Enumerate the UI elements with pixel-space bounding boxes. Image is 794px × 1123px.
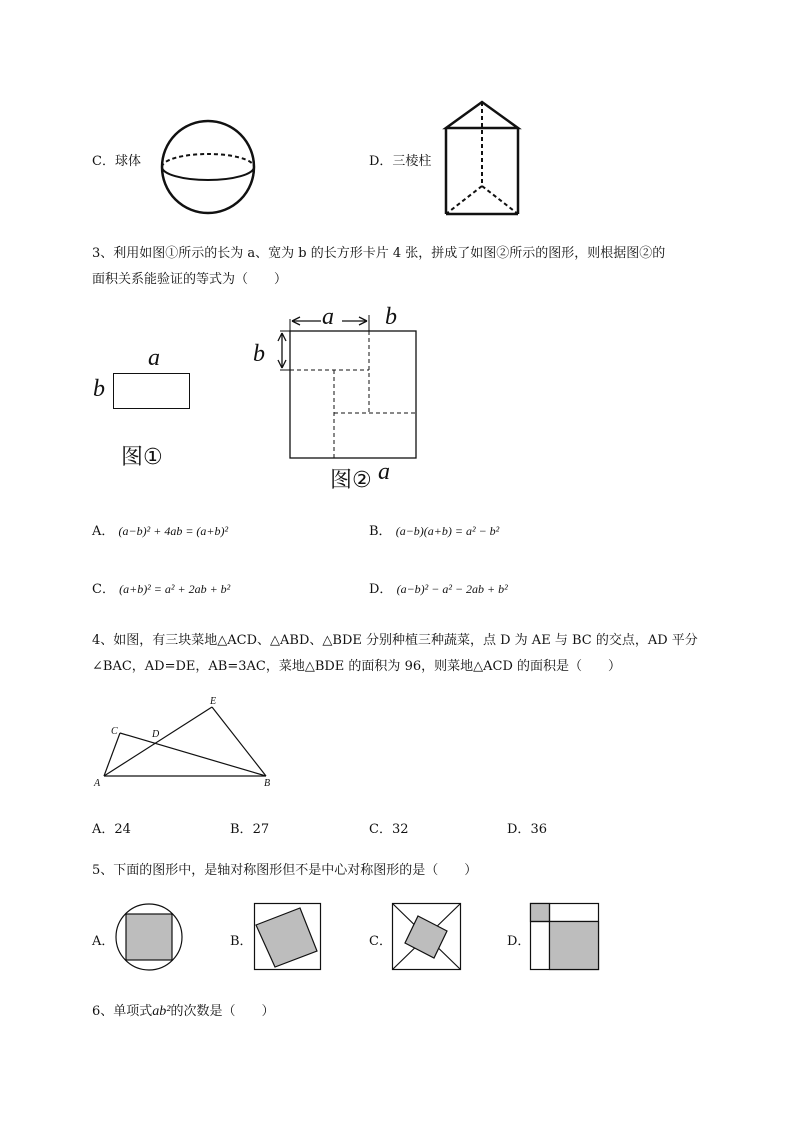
- q4-point-e: E: [210, 696, 217, 707]
- q3-option-b-key: B．: [369, 524, 392, 539]
- fig2-square-diagram: [270, 305, 430, 470]
- sphere-figure: [160, 120, 260, 220]
- fig1-caption: 图①: [121, 445, 163, 470]
- q4-option-a[interactable]: [92, 818, 131, 837]
- q4-option-c-value: 32: [391, 822, 409, 837]
- q4-option-b[interactable]: [230, 818, 269, 837]
- q3-option-a[interactable]: [92, 520, 228, 539]
- q3-option-d-expr: (a−b)² − a² − 2ab + b²: [396, 582, 508, 596]
- q4-option-d-value: 36: [530, 822, 547, 837]
- fig1-rectangle: [113, 373, 190, 409]
- q4-stem-line1: 4、如图，有三块菜地△ACD、△ABD、△BDE 分别种植三种蔬菜，点 D 为 AE 与 BC 的交点，AD 平分: [92, 633, 698, 648]
- q5-figure-c-diagonal-square: [392, 903, 462, 971]
- q6-stem: [92, 1000, 275, 1020]
- fig2-caption: 图②: [330, 468, 372, 493]
- q4-option-c[interactable]: [369, 818, 409, 837]
- q4-point-d: D: [152, 729, 160, 740]
- q6-prefix: 6、单项式: [92, 1004, 153, 1019]
- q2-option-c-label: C．球体: [92, 154, 141, 169]
- q3-option-c[interactable]: [92, 578, 230, 597]
- q4-option-d[interactable]: [507, 818, 547, 837]
- q3-stem-line1: 3、利用如图①所示的长为 a、宽为 b 的长方形卡片 4 张，拼成了如图②所示的图形，则根据图②的: [92, 246, 666, 261]
- q5-option-a-key[interactable]: A．: [92, 934, 115, 949]
- triangular-prism-figure: [440, 100, 530, 220]
- q3-option-a-key: A．: [92, 524, 115, 539]
- fig2-label-b-left: b: [253, 341, 265, 367]
- q4-stem-line2: ∠BAC，AD=DE，AB=3AC，菜地△BDE 的面积为 96，则菜地△ACD 的面积是（ ）: [92, 659, 621, 674]
- q5-option-b-key[interactable]: B．: [230, 934, 253, 949]
- q3-option-c-expr: (a+b)² = a² + 2ab + b²: [119, 582, 231, 596]
- q4-option-b-value: 27: [252, 822, 270, 837]
- q3-option-a-expr: (a−b)² + 4ab = (a+b)²: [118, 524, 229, 538]
- q6-suffix: 的次数是（ ）: [170, 1004, 275, 1019]
- fig1-label-b: b: [93, 376, 105, 402]
- q3-option-d[interactable]: [369, 578, 508, 597]
- q5-figure-a-circle-square: [114, 902, 184, 972]
- q3-option-b[interactable]: [369, 520, 499, 539]
- q4-option-a-key: A．: [92, 822, 115, 837]
- q2-option-d-label: D．三棱柱: [369, 154, 432, 169]
- q4-option-b-key: B．: [230, 822, 253, 837]
- fig2-label-a-bottom: a: [378, 459, 390, 485]
- q5-option-d-key[interactable]: D．: [507, 934, 531, 949]
- q3-option-c-key: C．: [92, 582, 115, 597]
- q3-option-d-key: D．: [369, 582, 393, 597]
- q4-point-c: C: [111, 726, 118, 737]
- q4-option-a-value: 24: [114, 822, 131, 837]
- q5-option-c-key[interactable]: C．: [369, 934, 392, 949]
- q4-option-d-key: D．: [507, 822, 531, 837]
- fig2-label-a-top: a: [322, 304, 334, 330]
- q6-expr: ab²: [152, 1004, 171, 1019]
- q5-stem-line1: 5、下面的图形中，是轴对称图形但不是中心对称图形的是（ ）: [92, 863, 478, 878]
- fig1-label-a: a: [148, 345, 160, 371]
- q3-option-b-expr: (a−b)(a+b) = a² − b²: [395, 524, 500, 538]
- q4-point-b: B: [264, 778, 271, 789]
- q4-triangle-diagram: [95, 695, 280, 785]
- q3-stem-line2: 面积关系能验证的等式为（ ）: [92, 272, 288, 287]
- q5-figure-b-rotated-square: [254, 903, 322, 971]
- q4-point-a: A: [94, 778, 101, 789]
- q5-figure-d-split-square: [530, 903, 600, 971]
- q4-option-c-key: C．: [369, 822, 392, 837]
- fig2-label-b-top: b: [385, 304, 397, 330]
